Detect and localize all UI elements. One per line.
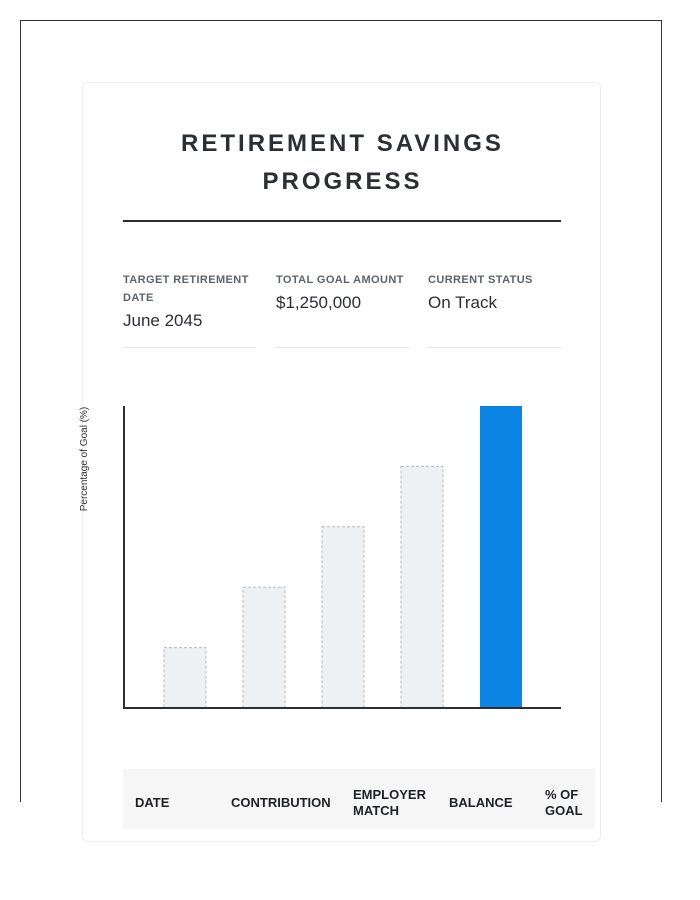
status-underline: [428, 347, 561, 348]
bar-4: [401, 466, 443, 708]
page-title: [83, 125, 602, 201]
column-header-percent-of-goal[interactable]: % OF GOAL: [545, 787, 583, 818]
target-date-underline: [123, 347, 256, 348]
column-header-employer-match[interactable]: EMPLOYER MATCH: [353, 787, 426, 818]
document-frame: [20, 20, 662, 818]
page-title-line-2: PROGRESS: [262, 168, 423, 195]
status-block: [428, 271, 561, 315]
column-header-contribution[interactable]: CONTRIBUTION: [231, 795, 331, 810]
goal-amount-block: [276, 271, 409, 315]
bar-5: [480, 406, 522, 708]
column-header-balance[interactable]: BALANCE: [449, 795, 513, 810]
goal-amount-value: $1,250,000: [276, 293, 362, 312]
bar-series: [164, 406, 522, 708]
progress-card: [79, 82, 601, 842]
target-date-value: June 2045: [123, 311, 203, 330]
status-value: On Track: [428, 293, 497, 312]
column-header-date[interactable]: DATE: [135, 795, 170, 810]
y-axis-label: Percentage of Goal (%): [79, 406, 90, 512]
target-date-block: [123, 271, 256, 333]
target-date-label: TARGET RETIREMENT DATE: [123, 274, 249, 304]
bar-2: [243, 587, 285, 708]
status-label: CURRENT STATUS: [428, 274, 533, 286]
bar-3: [322, 527, 364, 708]
goal-amount-label: TOTAL GOAL AMOUNT: [276, 274, 404, 286]
title-divider: [123, 220, 561, 222]
bar-1: [164, 648, 206, 708]
goal-amount-underline: [276, 347, 409, 348]
savings-bar-chart: [77, 399, 577, 719]
contributions-table-header: [123, 769, 595, 829]
page-title-line-1: RETIREMENT SAVINGS: [181, 130, 504, 157]
